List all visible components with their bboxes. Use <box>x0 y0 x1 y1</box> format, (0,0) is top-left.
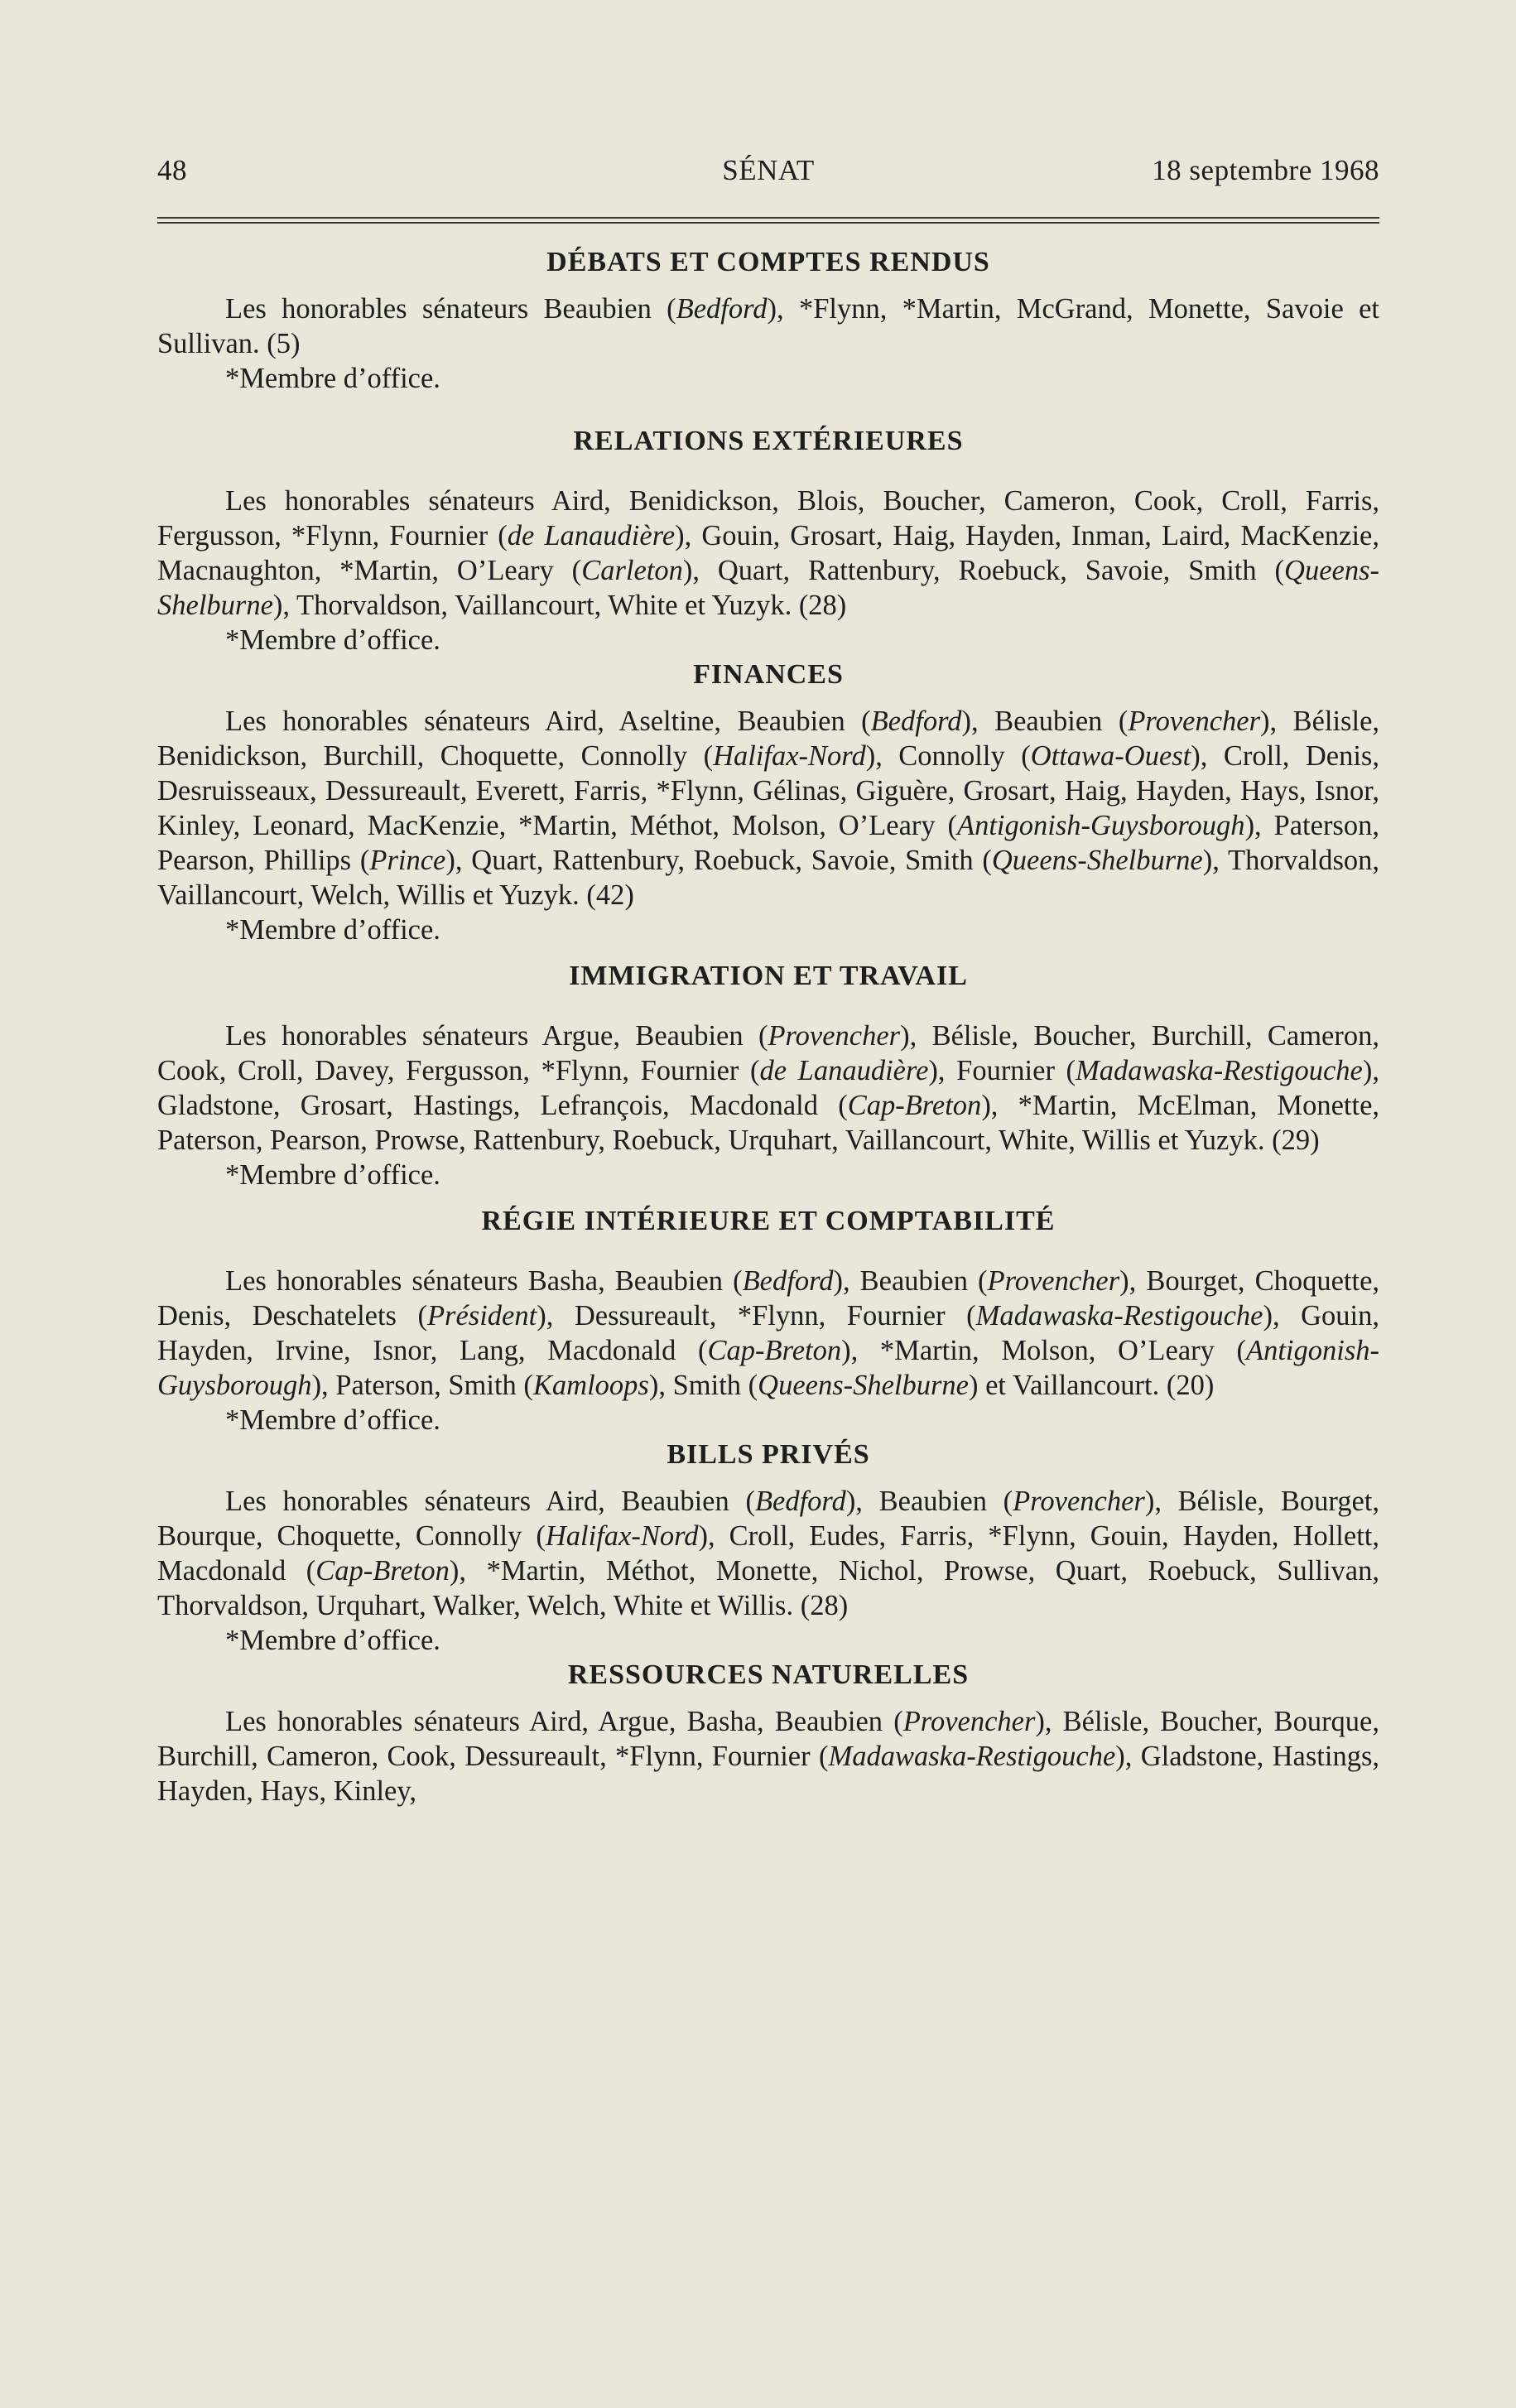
section-note: *Membre d’office. <box>225 914 440 946</box>
section-note: *Membre d’office. <box>225 1404 440 1436</box>
header-date: 18 septembre 1968 <box>1152 154 1379 186</box>
page-number: 48 <box>157 154 187 186</box>
section-note: *Membre d’office. <box>225 1159 440 1191</box>
header-rule-bottom <box>157 222 1379 224</box>
section-title: RELATIONS EXTÉRIEURES <box>573 426 964 456</box>
document-body <box>157 245 1379 1808</box>
section-title: DÉBATS ET COMPTES RENDUS <box>546 247 990 277</box>
section-title: FINANCES <box>693 659 844 690</box>
section-title: BILLS PRIVÉS <box>667 1439 870 1470</box>
section-title: RESSOURCES NATURELLES <box>567 1659 970 1690</box>
section-paragraph: Les honorables sénateurs Basha, Beaubien (Bedford), Beaubien (Provencher), Bourget, Choquette, Denis, Deschatelets (Président), Dessureault, *Flynn, Fournier (Madawaska-Restigouche), Gouin, Hayden, Irvine, Isnor, Lang, Macdonald (Cap-Breton), *Martin, Molson, O’Leary (Antigonish-Guysborough), Paterson, Smith (Kamloops), Smith (Queens-Shelburne) et Vaillancourt. (20) <box>157 1265 1380 1401</box>
section-note: *Membre d’office. <box>225 1625 440 1656</box>
section-paragraph: Les honorables sénateurs Aird, Argue, Basha, Beaubien (Provencher), Bélisle, Boucher, Bourque, Burchill, Cameron, Cook, Dessureault, *Flynn, Fournier (Madawaska-Restigouche), Gladstone, Hastings, Hayden, Hays, Kinley, <box>157 1706 1379 1807</box>
section-paragraph: Les honorables sénateurs Argue, Beaubien (Provencher), Bélisle, Boucher, Burchill, Cameron, Cook, Croll, Davey, Fergusson, *Flynn, Fournier (de Lanaudière), Fournier (Madawaska-Restigouche), Gladstone, Grosart, Hastings, Lefrançois, Macdonald (Cap-Breton), *Martin, McElman, Monette, Paterson, Pearson, Prowse, Rattenbury, Roebuck, Urquhart, Vaillancourt, White, Willis et Yuzyk. (29) <box>157 1020 1380 1156</box>
section-title: IMMIGRATION ET TRAVAIL <box>569 961 968 991</box>
section-title: RÉGIE INTÉRIEURE ET COMPTABILITÉ <box>481 1206 1056 1236</box>
section-note: *Membre d’office. <box>225 363 440 394</box>
header-title: SÉNAT <box>722 154 815 186</box>
section-paragraph: Les honorables sénateurs Beaubien (Bedford), *Flynn, *Martin, McGrand, Monette, Savoie et Sullivan. (5) <box>157 293 1379 359</box>
section-paragraph: Les honorables sénateurs Aird, Aseltine, Beaubien (Bedford), Beaubien (Provencher), Bélisle, Benidickson, Burchill, Choquette, Connolly (Halifax-Nord), Connolly (Ottawa-Ouest), Croll, Denis, Desruisseaux, Dessureault, Everett, Farris, *Flynn, Gélinas, Giguère, Grosart, Haig, Hayden, Hays, Isnor, Kinley, Leonard, MacKenzie, *Martin, Méthot, Molson, O’Leary (Antigonish-Guysborough), Paterson, Pearson, Phillips (Prince), Quart, Rattenbury, Roebuck, Savoie, Smith (Queens-Shelburne), Thorvaldson, Vaillancourt, Welch, Willis et Yuzyk. (42) <box>157 706 1380 911</box>
section-note: *Membre d’office. <box>225 624 440 656</box>
section-paragraph: Les honorables sénateurs Aird, Beaubien (Bedford), Beaubien (Provencher), Bélisle, Bourget, Bourque, Choquette, Connolly (Halifax-Nord), Croll, Eudes, Farris, *Flynn, Gouin, Hayden, Hollett, Macdonald (Cap-Breton), *Martin, Méthot, Monette, Nichol, Prowse, Quart, Roebuck, Sullivan, Thorvaldson, Urquhart, Walker, Welch, White et Willis. (28) <box>157 1486 1379 1621</box>
running-header <box>157 147 1379 197</box>
header-rule-top <box>157 217 1379 219</box>
section-paragraph: Les honorables sénateurs Aird, Benidickson, Blois, Boucher, Cameron, Cook, Croll, Farris, Fergusson, *Flynn, Fournier (de Lanaudière), Gouin, Grosart, Haig, Hayden, Inman, Laird, MacKenzie, Macnaughton, *Martin, O’Leary (Carleton), Quart, Rattenbury, Roebuck, Savoie, Smith (Queens-Shelburne), Thorvaldson, Vaillancourt, White et Yuzyk. (28) <box>157 485 1380 621</box>
